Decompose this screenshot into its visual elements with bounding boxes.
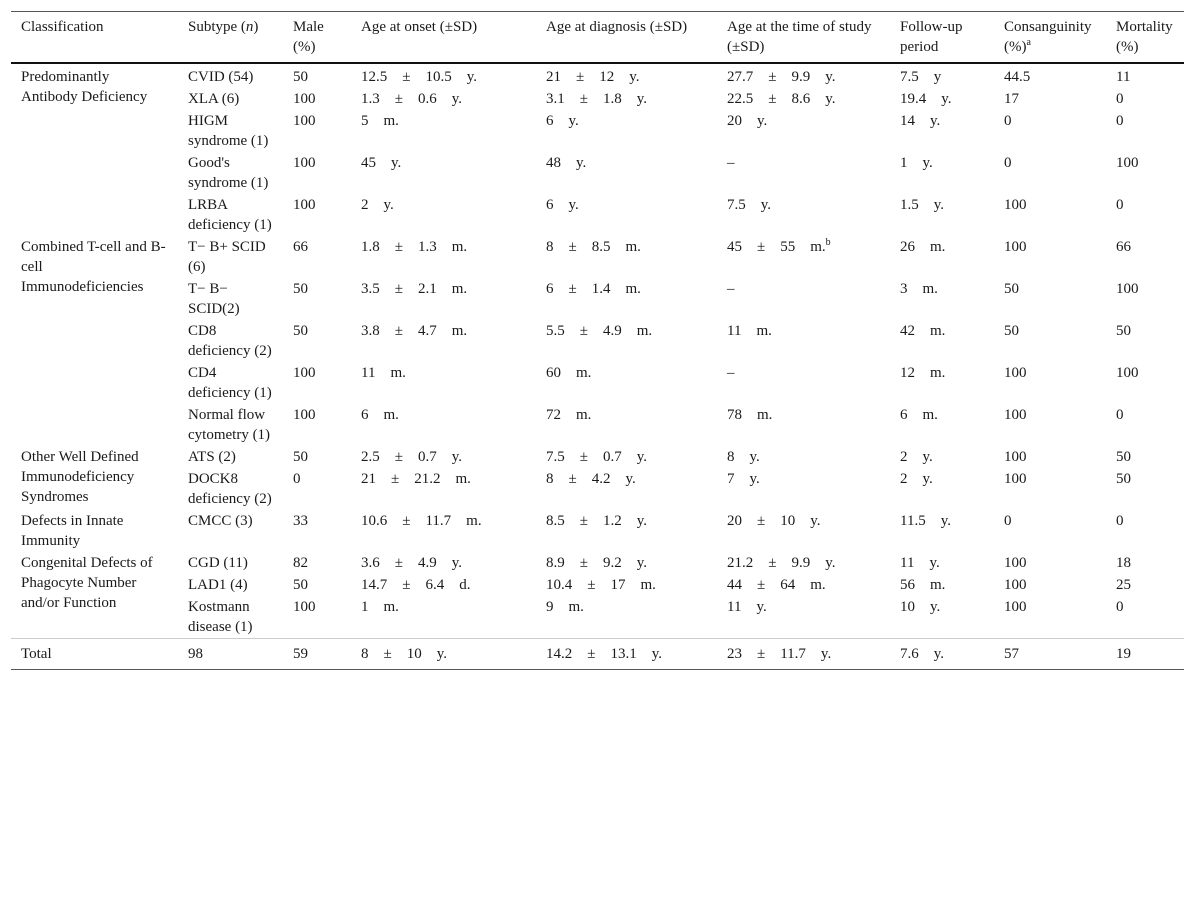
total-mortality: 19 [1116,645,1131,662]
diagnosis-cell: 21 ± 12 y. [546,68,640,85]
classification-cell: Combined T-cell and B-cell Immunodeficiencies [21,238,166,295]
study-footnote: b [825,236,831,248]
onset-cell: 1 m. [361,598,399,615]
consanguinity-cell: 0 [1004,512,1012,529]
diagnosis-cell: 3.1 ± 1.8 y. [546,90,648,107]
consanguinity-cell: 100 [1004,470,1027,487]
followup-cell: 1.5 y. [900,196,945,213]
onset-cell: 1.8 ± 1.3 m. [361,238,468,255]
onset-cell: 45 y. [361,154,402,171]
study-cell: 44 ± 64 m. [727,576,826,593]
male-cell: 50 [293,576,308,593]
onset-cell: 3.6 ± 4.9 y. [361,554,463,571]
followup-cell: 11.5 y. [900,512,951,529]
subtype-cell: LRBA deficiency (1) [188,196,272,233]
classification-cell: Other Well Defined Immunodeficiency Syndromes [21,448,139,505]
study-cell: 20 ± 10 y. [727,512,821,529]
consanguinity-cell: 50 [1004,322,1019,339]
subtype-cell: ATS (2) [188,448,236,465]
male-cell: 100 [293,154,316,171]
followup-cell: 1 y. [900,154,933,171]
followup-cell: 42 m. [900,322,946,339]
total-label: Total [21,645,52,662]
mortality-cell: 11 [1116,68,1131,85]
subtype-cell: Normal flow cytometry (1) [188,406,271,443]
diagnosis-cell: 72 m. [546,406,592,423]
header-row [11,12,1184,63]
header-onset: Age at onset (±SD) [361,19,478,35]
mortality-cell: 0 [1116,406,1124,423]
male-cell: 50 [293,280,308,297]
subtype-cell: Good's syndrome (1) [188,154,269,191]
table-row [11,194,1184,236]
total-followup: 7.6 y. [900,645,945,662]
classification-cell: Predominantly Antibody Deficiency [21,68,148,105]
consanguinity-cell: 0 [1004,112,1012,129]
mortality-cell: 0 [1116,598,1124,615]
table-row [11,236,1184,278]
followup-cell: 12 m. [900,364,946,381]
total-male: 59 [293,645,308,662]
classification-cell: Congenital Defects of Phagocyte Number and/or Function [21,554,153,611]
subtype-cell: T− B− SCID(2) [188,280,240,317]
consanguinity-cell: 100 [1004,598,1027,615]
subtype-cell: DOCK8 deficiency (2) [188,470,272,507]
mortality-cell: 66 [1116,238,1131,255]
subtype-cell: CVID (54) [188,68,254,85]
male-cell: 100 [293,364,316,381]
header-classification: Classification [21,19,104,35]
male-cell: 33 [293,512,308,529]
study-cell: 7.5 y. [727,196,772,213]
study-cell: – [727,280,735,297]
followup-cell: 26 m. [900,238,946,255]
male-cell: 82 [293,554,308,571]
onset-cell: 5 m. [361,112,399,129]
mortality-cell: 50 [1116,322,1131,339]
onset-cell: 12.5 ± 10.5 y. [361,68,478,85]
subtype-cell: CGD (11) [188,554,248,571]
male-cell: 0 [293,470,301,487]
total-diagnosis: 14.2 ± 13.1 y. [546,645,663,662]
summary-table [11,11,1184,670]
study-cell: – [727,364,735,381]
mortality-cell: 18 [1116,554,1131,571]
subtype-cell: XLA (6) [188,90,240,107]
study-cell: – [727,154,735,171]
mortality-cell: 0 [1116,512,1124,529]
table-row [11,88,1184,110]
consanguinity-cell: 50 [1004,280,1019,297]
onset-cell: 1.3 ± 0.6 y. [361,90,463,107]
onset-cell: 6 m. [361,406,399,423]
study-cell: 21.2 ± 9.9 y. [727,554,836,571]
male-cell: 50 [293,68,308,85]
consanguinity-cell: 0 [1004,154,1012,171]
consanguinity-cell: 17 [1004,90,1019,107]
diagnosis-cell: 8.9 ± 9.2 y. [546,554,648,571]
diagnosis-cell: 6 y. [546,112,579,129]
table-row [11,362,1184,404]
mortality-cell: 50 [1116,470,1131,487]
consanguinity-cell: 100 [1004,364,1027,381]
male-cell: 66 [293,238,308,255]
mortality-cell: 50 [1116,448,1131,465]
diagnosis-cell: 6 y. [546,196,579,213]
table-row [11,596,1184,639]
header-consanguinity: Consanguinity (%)$^a$ [1004,19,1092,55]
study-cell: 11 y. [727,598,767,615]
diagnosis-cell: 7.5 ± 0.7 y. [546,448,648,465]
subtype-cell: CD8 deficiency (2) [188,322,272,359]
male-cell: 100 [293,90,316,107]
subtype-cell: T− B+ SCID (6) [188,238,266,275]
male-cell: 100 [293,196,316,213]
study-cell: 11 m. [727,322,772,339]
onset-cell: 2 y. [361,196,394,213]
table-row [11,574,1184,596]
followup-cell: 7.5 y [900,68,942,85]
consanguinity-cell: 44.5 [1004,68,1031,85]
diagnosis-cell: 5.5 ± 4.9 m. [546,322,653,339]
followup-cell: 2 y. [900,470,933,487]
study-cell: 7 y. [727,470,760,487]
table-row [11,152,1184,194]
table-row [11,63,1184,88]
male-cell: 50 [293,448,308,465]
table-row [11,404,1184,446]
onset-cell: 10.6 ± 11.7 m. [361,512,482,529]
consanguinity-cell: 100 [1004,196,1027,213]
mortality-cell: 100 [1116,364,1139,381]
header-study: Age at the time of study (±SD) [727,19,872,55]
total-study: 23 ± 11.7 y. [727,645,832,662]
study-cell: 8 y. [727,448,760,465]
onset-cell: 3.8 ± 4.7 m. [361,322,468,339]
table-row [11,446,1184,468]
consanguinity-cell: 100 [1004,406,1027,423]
followup-cell: 56 m. [900,576,946,593]
diagnosis-cell: 9 m. [546,598,584,615]
study-cell [717,236,890,278]
male-cell: 50 [293,322,308,339]
onset-cell: 2.5 ± 0.7 y. [361,448,463,465]
total-n: 98 [188,645,203,662]
header-diagnosis: Age at diagnosis (±SD) [546,19,688,35]
study-cell: 22.5 ± 8.6 y. [727,90,836,107]
study-cell: 78 m. [727,406,773,423]
header-subtype: Subtype (n) [188,19,259,35]
mortality-cell: 0 [1116,196,1124,213]
table-row [11,320,1184,362]
followup-cell: 11 y. [900,554,940,571]
subtype-cell: HIGM syndrome (1) [188,112,269,149]
header-male: Male (%) [293,19,324,55]
onset-cell: 3.5 ± 2.1 m. [361,280,468,297]
total-consanguinity: 57 [1004,645,1019,662]
study-cell: 27.7 ± 9.9 y. [727,68,836,85]
table-row [11,110,1184,152]
consanguinity-cell: 100 [1004,576,1027,593]
total-onset: 8 ± 10 y. [361,645,448,662]
male-cell: 100 [293,598,316,615]
mortality-cell: 25 [1116,576,1131,593]
table-row [11,468,1184,510]
subtype-cell: CD4 deficiency (1) [188,364,272,401]
followup-cell: 2 y. [900,448,933,465]
mortality-cell: 0 [1116,112,1124,129]
subtype-cell: Kostmann disease (1) [188,598,253,635]
diagnosis-cell: 8 ± 8.5 m. [546,238,641,255]
mortality-cell: 100 [1116,280,1139,297]
diagnosis-cell: 8.5 ± 1.2 y. [546,512,648,529]
consanguinity-cell: 100 [1004,448,1027,465]
followup-cell: 19.4 y. [900,90,952,107]
male-cell: 100 [293,406,316,423]
onset-cell: 11 m. [361,364,406,381]
table-row [11,278,1184,320]
mortality-cell: 100 [1116,154,1139,171]
mortality-cell: 0 [1116,90,1124,107]
followup-cell: 3 m. [900,280,938,297]
header-followup: Follow-up period [900,19,963,55]
diagnosis-cell: 6 ± 1.4 m. [546,280,641,297]
table-row [11,510,1184,552]
table-body [11,63,1184,639]
diagnosis-cell: 10.4 ± 17 m. [546,576,656,593]
total-row [11,638,1184,669]
followup-cell: 10 y. [900,598,941,615]
male-cell: 100 [293,112,316,129]
onset-cell: 14.7 ± 6.4 d. [361,576,471,593]
subtype-cell: LAD1 (4) [188,576,248,593]
classification-cell: Defects in Innate Immunity [21,512,124,549]
consanguinity-cell: 100 [1004,238,1027,255]
diagnosis-cell: 8 ± 4.2 y. [546,470,636,487]
table-row [11,552,1184,574]
consanguinity-cell: 100 [1004,554,1027,571]
followup-cell: 6 m. [900,406,938,423]
header-mortality: Mortality (%) [1116,19,1173,55]
followup-cell: 14 y. [900,112,941,129]
onset-cell: 21 ± 21.2 m. [361,470,471,487]
subtype-cell: CMCC (3) [188,512,253,529]
study-value: 45 ± 55 m. [727,238,826,255]
diagnosis-cell: 48 y. [546,154,587,171]
diagnosis-cell: 60 m. [546,364,592,381]
study-cell: 20 y. [727,112,768,129]
